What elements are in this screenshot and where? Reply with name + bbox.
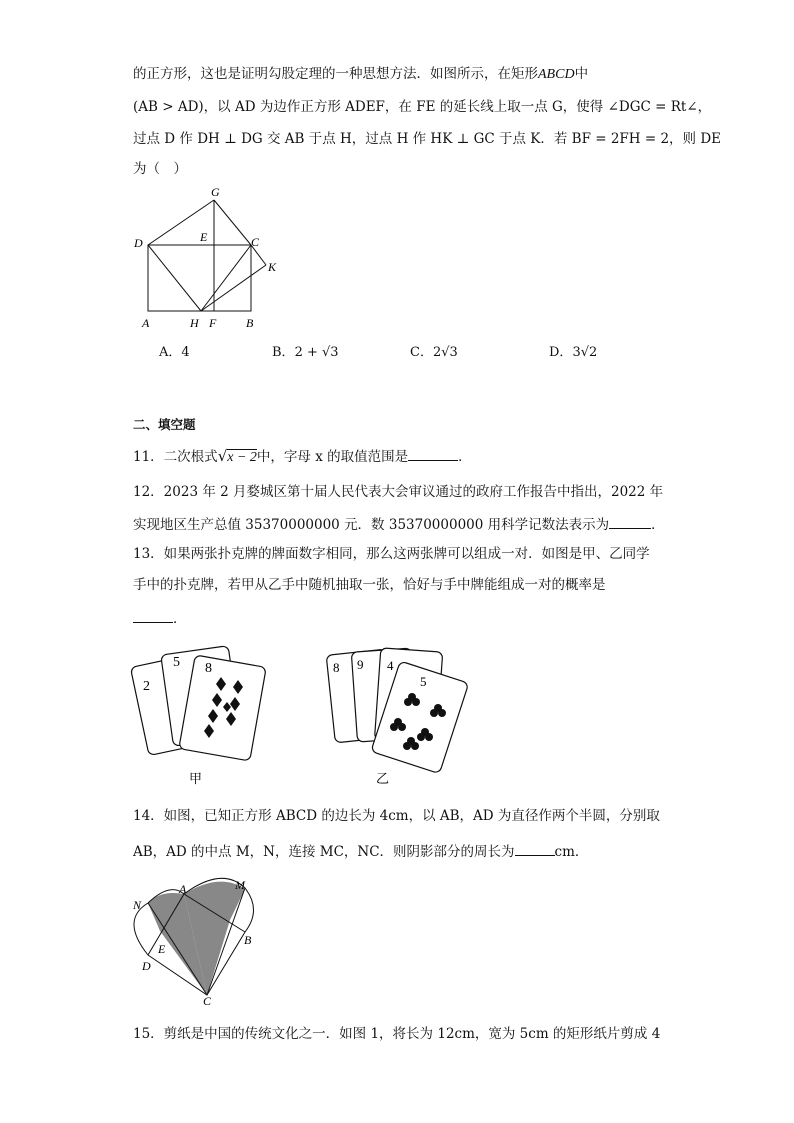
question-13-line1: 13．如果两张扑克牌的牌面数字相同，那么这两张牌可以组成一对．如图是甲、乙同学 (133, 546, 650, 562)
yi-card-9-number: 9 (357, 657, 364, 672)
option-a: A．4 (159, 345, 190, 360)
problem10-line4: 为（ ） (133, 161, 187, 177)
label-g: G (211, 185, 220, 199)
question-14-line1: 14．如图，已知正方形 ABCD 的边长为 4cm，以 AB，AD 为直径作两个半圆，分别取 (133, 808, 660, 824)
question-11: 11．二次根式√x − 2中，字母 x 的取值范围是 ． (133, 447, 472, 465)
question-12-line2: 实现地区生产总值 35370000000 元．数 35370000000 用科学记数法表示为 ． (133, 514, 665, 535)
yi-card-8-number: 8 (333, 660, 340, 675)
answer-blank-11[interactable] (408, 446, 458, 461)
rectangle-abcd (148, 245, 251, 311)
yi-card-4-number: 4 (387, 658, 394, 673)
jia-card-8 (179, 655, 266, 761)
problem10-line1: 的正方形，这也是证明勾股定理的一种思想方法．如图所示，在矩形ABCD中 (133, 66, 589, 82)
question-15-line1: 15．剪纸是中国的传统文化之一．如图 1，将长为 12cm，宽为 5cm 的矩形纸片剪成 4 (133, 1026, 661, 1042)
section-heading: 二、填空题 (133, 417, 196, 432)
question-13-line3: ． (133, 608, 187, 629)
jia-card-8-number: 8 (205, 661, 212, 676)
label-c: C (251, 235, 260, 249)
jia-card-2-number: 2 (143, 679, 150, 694)
answer-blank-12[interactable] (609, 514, 651, 529)
label-d: D (142, 959, 151, 973)
heart-figure (128, 875, 268, 1005)
jia-card-5-number: 5 (173, 655, 180, 670)
label-yi: 乙 (376, 771, 390, 786)
cards-figure (130, 640, 490, 790)
problem10-line3: 过点 D 作 DH ⊥ DG 交 AB 于点 H，过点 H 作 HK ⊥ GC 于点 K．若 BF = 2FH = 2，则 DE (133, 131, 722, 147)
label-n: N (133, 898, 142, 912)
yi-card-5-number: 5 (420, 674, 427, 689)
problem10-line2: (AB > AD)，以 AD 为边作正方形 ADEF，在 FE 的延长线上取一点 G，使得 ∠DGC = Rt∠， (133, 99, 712, 115)
answer-blank-14[interactable] (515, 841, 555, 856)
label-b: B (246, 316, 254, 330)
question-14-line2: AB，AD 的中点 M，N，连接 MC，NC．则阴影部分的周长为 cm． (133, 841, 588, 862)
label-jia: 甲 (189, 771, 203, 786)
option-b: B．2 + √3 (272, 345, 339, 360)
question-13-line2: 手中的扑克牌，若甲从乙手中随机抽取一张，恰好与手中牌能组成一对的概率是 (133, 577, 606, 593)
option-d: D．3√2 (549, 345, 598, 360)
label-c: C (203, 994, 212, 1005)
label-h: H (190, 316, 199, 330)
problem10-figure (130, 185, 310, 335)
answer-blank-13[interactable] (133, 608, 173, 623)
label-e: E (200, 230, 208, 244)
label-b: B (244, 933, 252, 947)
label-a: A (179, 882, 187, 896)
option-c: C．2√3 (410, 345, 458, 360)
label-d: D (134, 236, 143, 250)
label-m: M (235, 878, 245, 892)
label-a: A (142, 316, 150, 330)
question-12-line1: 12．2023 年 2 月婺城区第十届人民代表大会审议通过的政府工作报告中指出，2022 年 (133, 484, 664, 500)
label-e: E (158, 942, 166, 956)
label-f: F (209, 316, 217, 330)
label-k: K (268, 260, 277, 274)
